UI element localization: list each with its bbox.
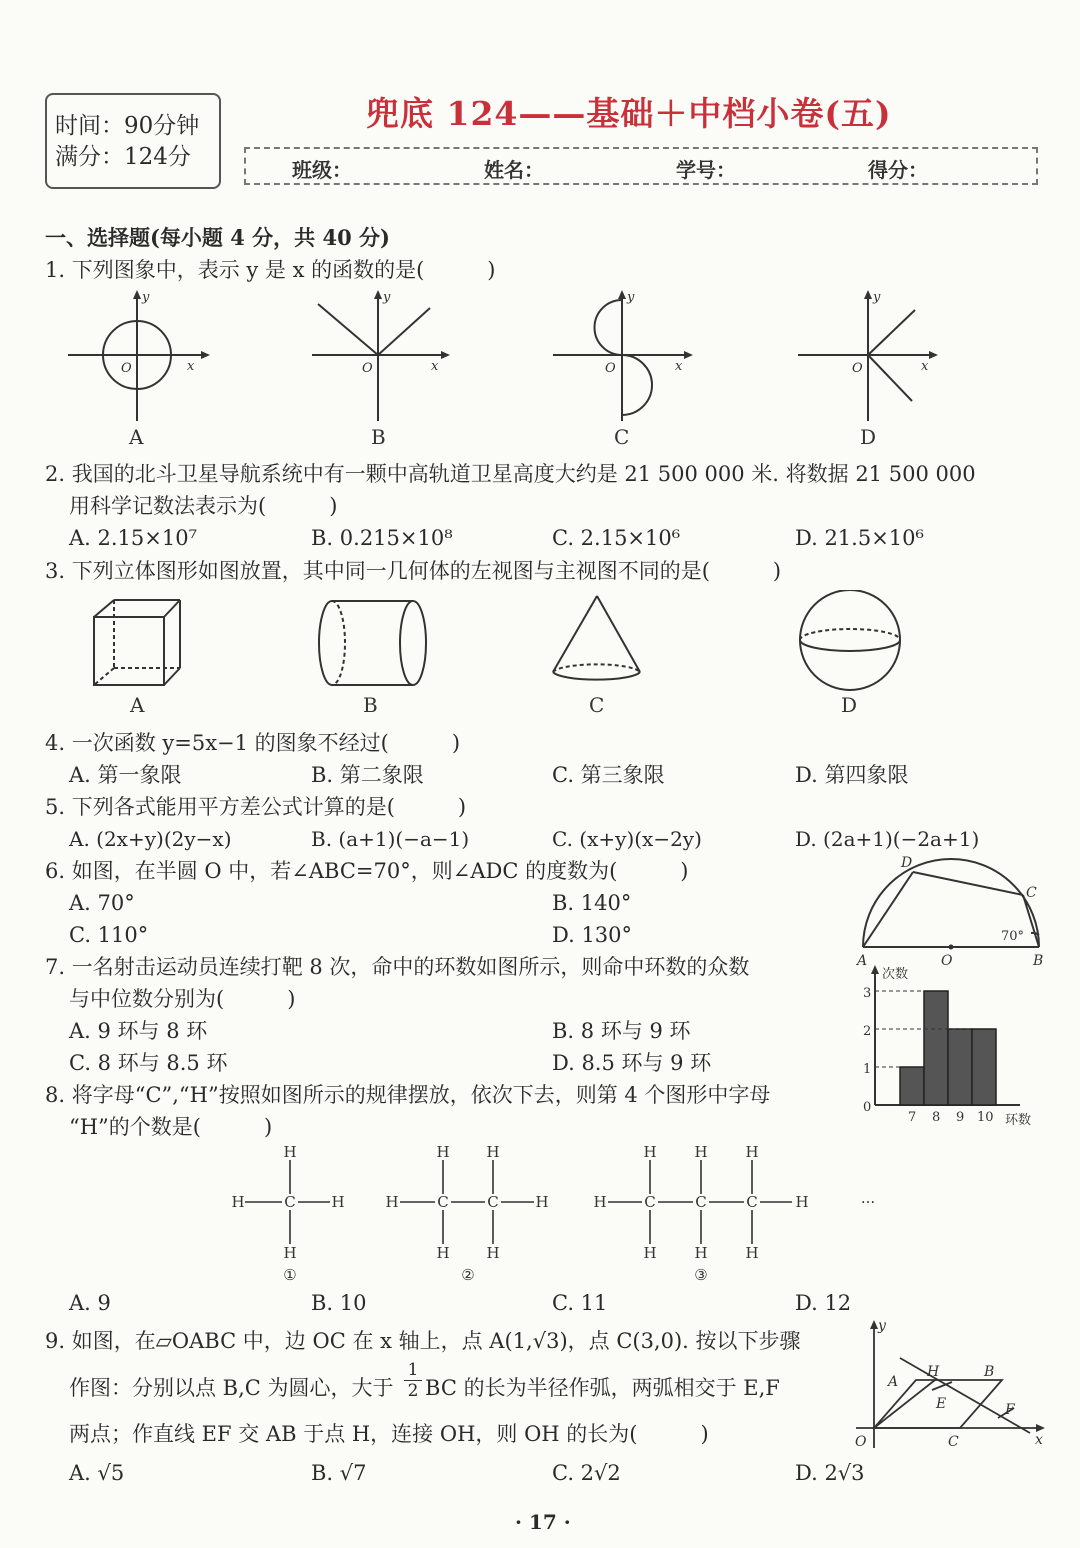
angle-70-label: 70° bbox=[1001, 929, 1025, 944]
q7-line1: 7. 一名射击运动员连续打靶 8 次，命中的环数如图所示，则命中环数的众数 bbox=[45, 955, 750, 979]
m2-h-top2: H bbox=[486, 1143, 500, 1161]
q9-line3: 两点；作直线 EF 交 AB 于点 H，连接 OH，则 OH 的长为( ) bbox=[69, 1422, 709, 1446]
name-field-label: 姓名： bbox=[484, 158, 544, 182]
q1a-y-label: y bbox=[142, 290, 150, 305]
q9-line1: 9. 如图，在▱OABC 中，边 OC 在 x 轴上，点 A(1,√3)，点 C(3,0). 按以下步骤 bbox=[45, 1329, 801, 1353]
q4-stem: 4. 一次函数 y=5x−1 的图象不经过( ) bbox=[45, 731, 461, 755]
page-number: · 17 · bbox=[515, 1510, 571, 1534]
chart-x-tick-7: 7 bbox=[908, 1110, 917, 1125]
q2-option-c: C. 2.15×10⁶ bbox=[552, 526, 681, 550]
bar-9 bbox=[948, 1029, 972, 1105]
q6-option-c: C. 110° bbox=[69, 923, 149, 947]
q2-option-a: A. 2.15×10⁷ bbox=[69, 526, 198, 550]
section-heading: 一、选择题(每小题 4 分，共 40 分) bbox=[45, 225, 390, 250]
q9-option-a: A. √5 bbox=[69, 1461, 125, 1485]
time-score-box bbox=[45, 93, 221, 189]
m2-h-top1: H bbox=[436, 1143, 450, 1161]
pg-point-f: F bbox=[1005, 1402, 1015, 1418]
q1c-origin: O bbox=[605, 361, 616, 376]
q5-option-c: C. (x+y)(x−2y) bbox=[552, 827, 702, 851]
q9-option-b: B. √7 bbox=[311, 1461, 367, 1485]
chart-x-tick-10: 10 bbox=[977, 1110, 994, 1125]
m3-h-bot2: H bbox=[694, 1244, 708, 1262]
id-field-label: 学号： bbox=[676, 158, 736, 182]
m3-h-bot3: H bbox=[745, 1244, 759, 1262]
class-field-label: 班级： bbox=[292, 158, 352, 182]
q3-label-d: D bbox=[841, 693, 858, 717]
point-d-label: D bbox=[901, 855, 913, 871]
m1-h-left: H bbox=[231, 1193, 245, 1211]
point-b-label: B bbox=[1033, 953, 1044, 969]
q1b-x-label: x bbox=[431, 359, 439, 374]
q4-option-c: C. 第三象限 bbox=[552, 763, 665, 787]
q1-stem: 1. 下列图象中，表示 y 是 x 的函数的是( ) bbox=[45, 258, 496, 282]
chart-x-tick-8: 8 bbox=[932, 1110, 941, 1125]
m3-h-top2: H bbox=[694, 1143, 708, 1161]
q9-option-c: C. 2√2 bbox=[552, 1461, 621, 1485]
q6-option-a: A. 70° bbox=[69, 891, 135, 915]
q5-option-b: B. (a+1)(−a−1) bbox=[311, 827, 470, 851]
chart-x-label: 环数 bbox=[1005, 1113, 1032, 1128]
bar-10 bbox=[972, 1029, 996, 1105]
pg-point-h: H bbox=[927, 1364, 940, 1380]
q7-line2: 与中位数分别为( ) bbox=[69, 987, 296, 1011]
q9-frac-den: 2 bbox=[407, 1381, 419, 1401]
m3-h-left: H bbox=[593, 1193, 607, 1211]
q6-option-b: B. 140° bbox=[552, 891, 632, 915]
m1-c: C bbox=[284, 1193, 296, 1211]
pg-point-b: B bbox=[984, 1364, 995, 1380]
m2-h-bot1: H bbox=[436, 1244, 450, 1262]
q3-stem: 3. 下列立体图形如图放置，其中同一几何体的左视图与主视图不同的是( ) bbox=[45, 559, 782, 583]
continuation-dots: ··· bbox=[860, 1193, 876, 1211]
q9-line2b: BC 的长为半径作弧，两弧相交于 E,F bbox=[425, 1376, 780, 1400]
q2-option-b: B. 0.215×10⁸ bbox=[311, 526, 453, 550]
m2-h-right: H bbox=[535, 1193, 549, 1211]
q2-line1: 2. 我国的北斗卫星导航系统中有一颗中高轨道卫星高度大约是 21 500 000 米. 将数据 21 500 000 bbox=[45, 462, 976, 486]
bar-7 bbox=[900, 1067, 924, 1105]
point-c-label: C bbox=[1026, 885, 1037, 901]
q8-option-d: D. 12 bbox=[795, 1291, 852, 1315]
ch-molecule-figures bbox=[220, 1140, 900, 1288]
fig-number-1: ① bbox=[283, 1266, 297, 1284]
time-label: 时间：90分钟 bbox=[55, 113, 200, 139]
pg-point-c: C bbox=[948, 1434, 959, 1450]
pg-point-e: E bbox=[936, 1396, 947, 1412]
q3-label-c: C bbox=[589, 693, 605, 717]
full-score-label: 满分：124分 bbox=[55, 144, 191, 170]
q7-option-c: C. 8 环与 8.5 环 bbox=[69, 1051, 228, 1075]
q3-label-a: A bbox=[130, 693, 145, 717]
q8-option-b: B. 10 bbox=[311, 1291, 367, 1315]
chart-y-tick-3: 3 bbox=[863, 986, 872, 1001]
q1d-x-label: x bbox=[921, 359, 929, 374]
q6-stem: 6. 如图，在半圆 O 中，若∠ABC=70°，则∠ADC 的度数为( ) bbox=[45, 859, 689, 883]
q6-option-d: D. 130° bbox=[552, 923, 633, 947]
q9-line2a: 作图：分别以点 B,C 为圆心，大于 bbox=[69, 1376, 394, 1400]
q1-label-c: C bbox=[614, 425, 630, 448]
q5-stem: 5. 下列各式能用平方差公式计算的是( ) bbox=[45, 795, 467, 819]
m2-h-left: H bbox=[385, 1193, 399, 1211]
q1c-x-label: x bbox=[675, 359, 683, 374]
page-title: 兜底 124——基础＋中档小卷(五) bbox=[366, 94, 892, 133]
shooting-bar-chart bbox=[860, 962, 1050, 1132]
m3-c3: C bbox=[746, 1193, 758, 1211]
fig-number-2: ② bbox=[461, 1266, 475, 1284]
q1c-y-label: y bbox=[627, 290, 635, 305]
q1b-origin: O bbox=[362, 361, 373, 376]
point-o-label: O bbox=[941, 953, 953, 969]
q1-label-d: D bbox=[860, 425, 877, 448]
m3-h-right: H bbox=[795, 1193, 809, 1211]
q4-option-b: B. 第二象限 bbox=[311, 763, 424, 787]
m2-c2: C bbox=[487, 1193, 499, 1211]
m3-c2: C bbox=[695, 1193, 707, 1211]
q9-option-d: D. 2√3 bbox=[795, 1461, 865, 1485]
q2-line2: 用科学记数法表示为( ) bbox=[69, 494, 338, 518]
pg-point-a: A bbox=[888, 1374, 899, 1390]
m1-h-top: H bbox=[283, 1143, 297, 1161]
chart-y-label: 次数 bbox=[882, 967, 909, 982]
q8-option-c: C. 11 bbox=[552, 1291, 608, 1315]
m3-c1: C bbox=[644, 1193, 656, 1211]
q2-option-d: D. 21.5×10⁶ bbox=[795, 526, 924, 550]
q1d-origin: O bbox=[852, 361, 863, 376]
q5-option-a: A. (2x+y)(2y−x) bbox=[69, 827, 232, 851]
chart-y-tick-1: 1 bbox=[863, 1062, 872, 1077]
m2-h-bot2: H bbox=[486, 1244, 500, 1262]
q1d-y-label: y bbox=[873, 290, 881, 305]
q9-frac-num: 1 bbox=[404, 1360, 422, 1381]
fig-number-3: ③ bbox=[694, 1266, 708, 1284]
pg-point-o: O bbox=[855, 1434, 867, 1450]
q8-line2: “H”的个数是( ) bbox=[69, 1115, 273, 1139]
pg-x-label: x bbox=[1035, 1432, 1043, 1448]
q8-option-a: A. 9 bbox=[69, 1291, 111, 1315]
score-field-label: 得分： bbox=[868, 158, 928, 182]
q1-label-a: A bbox=[129, 425, 144, 448]
q3-solids bbox=[80, 590, 920, 718]
m3-h-top1: H bbox=[643, 1143, 657, 1161]
q1b-y-label: y bbox=[383, 290, 391, 305]
q9-fraction bbox=[404, 1360, 422, 1401]
q5-option-d: D. (2a+1)(−2a+1) bbox=[795, 827, 980, 851]
q1-label-b: B bbox=[371, 425, 386, 448]
q4-option-d: D. 第四象限 bbox=[795, 763, 909, 787]
chart-y-tick-2: 2 bbox=[863, 1024, 872, 1039]
chart-y-tick-0: 0 bbox=[863, 1100, 872, 1115]
m2-c1: C bbox=[437, 1193, 449, 1211]
q4-option-a: A. 第一象限 bbox=[69, 763, 182, 787]
semicircle-figure bbox=[853, 852, 1053, 970]
bar-8 bbox=[924, 991, 948, 1105]
q7-option-b: B. 8 环与 9 环 bbox=[552, 1019, 691, 1043]
q7-option-a: A. 9 环与 8 环 bbox=[69, 1019, 208, 1043]
q1a-origin: O bbox=[121, 361, 132, 376]
m3-h-bot1: H bbox=[643, 1244, 657, 1262]
q8-line1: 8. 将字母“C”,“H”按照如图所示的规律摆放，依次下去，则第 4 个图形中字母 bbox=[45, 1083, 771, 1107]
pg-y-label: y bbox=[878, 1318, 886, 1334]
m1-h-right: H bbox=[331, 1193, 345, 1211]
q1-graphs bbox=[60, 286, 960, 448]
parallelogram-figure bbox=[850, 1318, 1050, 1453]
q1a-x-label: x bbox=[187, 359, 195, 374]
m1-h-bottom: H bbox=[283, 1244, 297, 1262]
m3-h-top3: H bbox=[745, 1143, 759, 1161]
chart-x-tick-9: 9 bbox=[956, 1110, 965, 1125]
q7-option-d: D. 8.5 环与 9 环 bbox=[552, 1051, 712, 1075]
point-a-label: A bbox=[857, 953, 868, 969]
q3-label-b: B bbox=[363, 693, 378, 717]
